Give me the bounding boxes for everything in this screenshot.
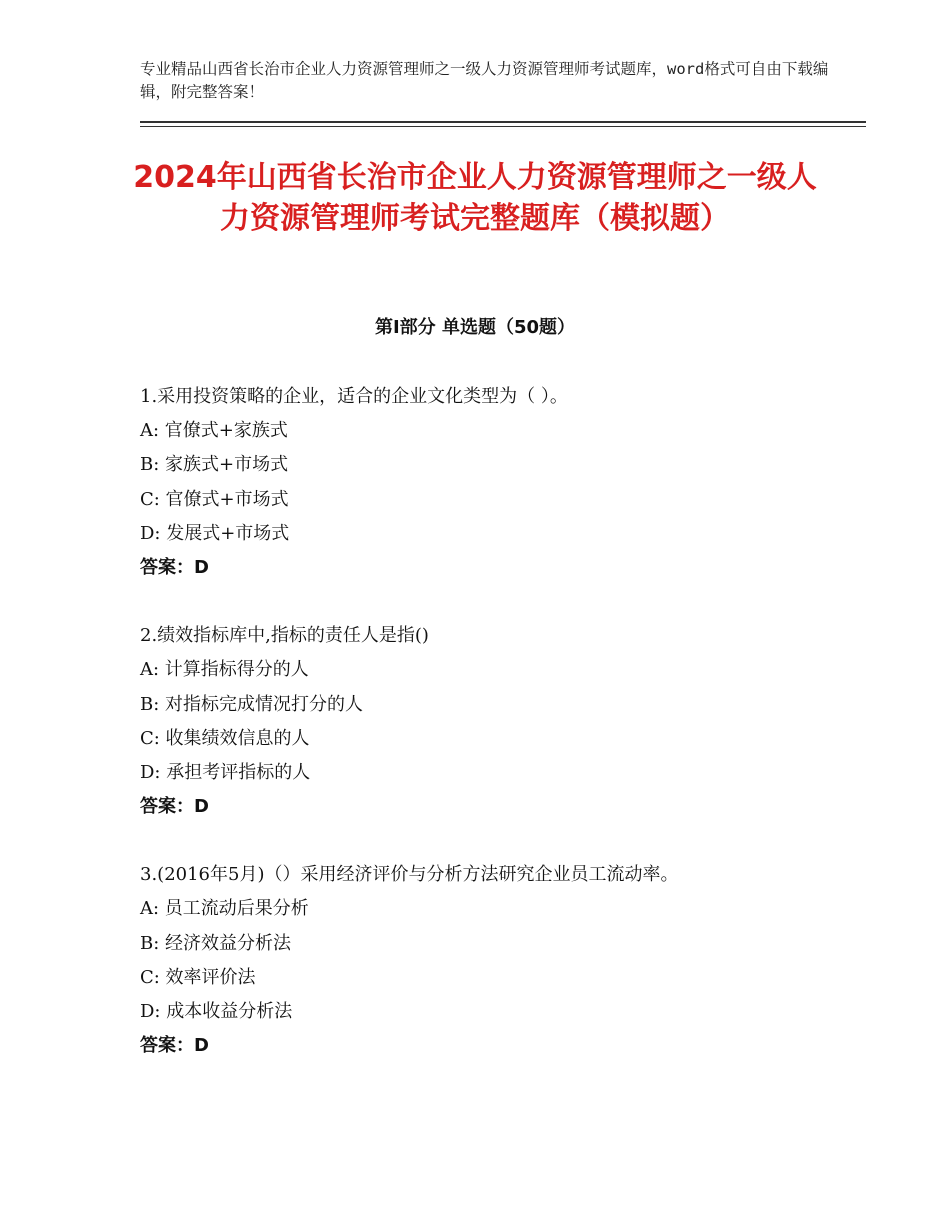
header-divider-thin (140, 126, 866, 127)
document-title: 2024年山西省长治市企业人力资源管理师之一级人力资源管理师考试完整题库（模拟题） (133, 160, 817, 236)
option-d: D: 成本收益分析法 (140, 1001, 293, 1022)
question-stem: 3.(2016年5月)（）采用经济评价与分析方法研究企业员工流动率。 (140, 864, 679, 886)
question-list (140, 380, 840, 1097)
question-stem: 1.采用投资策略的企业，适合的企业文化类型为（ ）。 (140, 386, 568, 407)
option-d: D: 发展式+市场式 (140, 522, 290, 544)
answer: 答案：D (140, 796, 209, 818)
answer: 答案：D (140, 1035, 209, 1057)
question-3 (140, 858, 840, 1063)
option-b: B: 家族式+市场式 (140, 454, 289, 476)
option-b: B: 经济效益分析法 (140, 932, 292, 954)
question-2 (140, 619, 840, 824)
option-c: C: 收集绩效信息的人 (140, 727, 310, 749)
section-title: 第Ⅰ部分 单选题（50题） (374, 317, 575, 338)
option-a: A: 官僚式+家族式 (140, 420, 288, 442)
question-stem: 2.绩效指标库中,指标的责任人是指() (140, 625, 429, 647)
option-a: A: 计算指标得分的人 (140, 659, 309, 681)
question-1 (140, 380, 840, 585)
option-c: C: 官僚式+市场式 (140, 488, 289, 510)
option-a: A: 员工流动后果分析 (140, 898, 309, 920)
option-d: D: 承担考评指标的人 (140, 761, 311, 783)
option-b: B: 对指标完成情况打分的人 (140, 693, 364, 715)
option-c: C: 效率评价法 (140, 966, 256, 988)
header-note: 专业精品山西省长治市企业人力资源管理师之一级人力资源管理师考试题库，word格式可自由下载编辑，附完整答案！ (140, 60, 829, 101)
header-divider-thick (140, 121, 866, 123)
answer: 答案：D (140, 556, 209, 578)
